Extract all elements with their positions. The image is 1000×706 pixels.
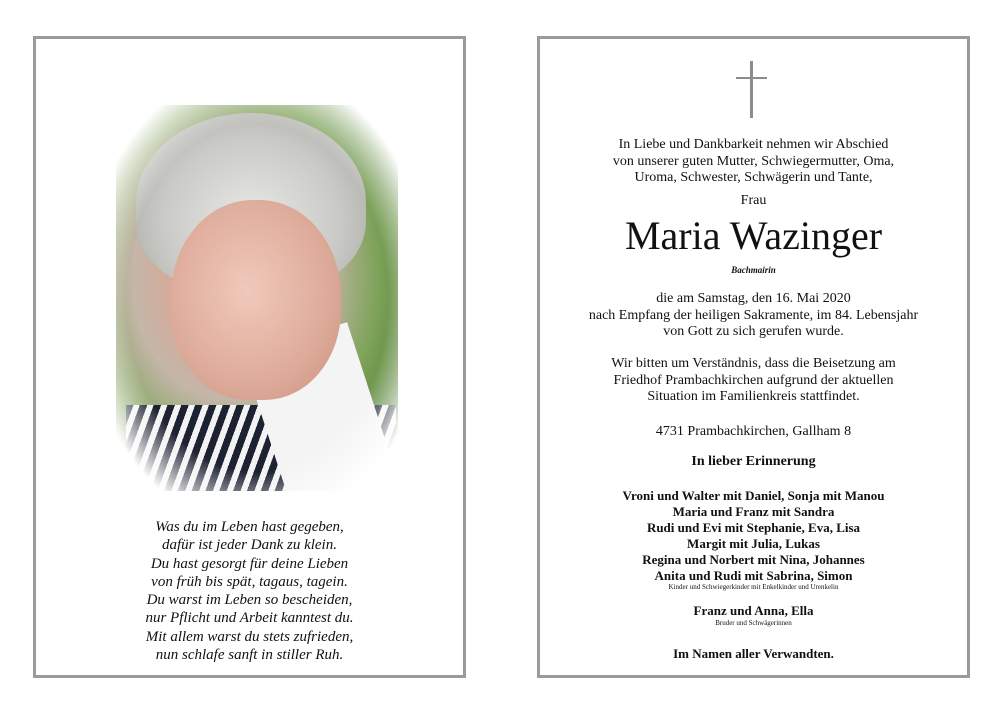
poem-line: dafür ist jeder Dank zu klein. — [162, 537, 337, 554]
deceased-name: Maria Wazinger — [624, 213, 883, 258]
notice-line: Situation im Familienkreis stattfindet. — [647, 389, 860, 404]
burial-notice — [540, 356, 967, 406]
death-line: von Gott zu sich gerufen wurde. — [663, 324, 844, 339]
poem-line: Was du im Leben hast gegeben, — [155, 519, 344, 535]
cross-icon — [750, 61, 753, 118]
portrait-photo — [116, 105, 398, 491]
address: 4731 Prambachkirchen, Gallham 8 — [655, 424, 852, 439]
poem-line: nur Pflicht und Arbeit kanntest du. — [145, 610, 354, 627]
poem-line: Du hast gesorgt für deine Lieben — [150, 555, 349, 572]
death-line: die am Samstag, den 16. Mai 2020 — [656, 291, 851, 306]
intro-text — [540, 137, 967, 187]
family-line: Vroni und Walter mit Daniel, Sonja mit Manou — [622, 488, 885, 503]
house-name: Bachmairin — [731, 265, 776, 275]
poem — [36, 518, 463, 664]
family-line: Rudi und Evi mit Stephanie, Eva, Lisa — [646, 519, 861, 535]
memory-heading: In lieber Erinnerung — [691, 454, 816, 469]
family-line: Margit mit Julia, Lukas — [687, 535, 820, 551]
notice-line: Wir bitten um Verständnis, dass die Beisetzung am — [611, 356, 896, 371]
death-line: nach Empfang der heiligen Sakramente, im 84. Lebensjahr — [588, 307, 919, 323]
intro-line: Uroma, Schwester, Schwägerin und Tante, — [634, 170, 873, 185]
family-line: Regina und Norbert mit Nina, Johannes — [642, 551, 865, 567]
intro-line: In Liebe und Dankbarkeit nehmen wir Abschied — [618, 137, 889, 152]
siblings-note: Bruder und Schwägerinnen — [715, 619, 792, 627]
portrait-face — [171, 200, 341, 400]
poem-line: Du warst im Leben so bescheiden, — [146, 592, 353, 609]
family-note: Kinder und Schwiegerkinder mit Enkelkinder und Urenkelin — [668, 583, 839, 591]
poem-line: nun schlafe sanft in stiller Ruh. — [155, 647, 344, 664]
intro-line: von unserer guten Mutter, Schwiegermutter, Oma, — [612, 153, 895, 169]
death-text — [540, 291, 967, 341]
family-line: Maria und Franz mit Sandra — [672, 503, 835, 519]
title-frau: Frau — [740, 193, 767, 208]
cross-icon-bar — [736, 77, 767, 79]
poem-line: von früh bis spät, tagaus, tagein. — [151, 573, 348, 590]
notice-line: Friedhof Prambachkirchen aufgrund der aktuellen — [613, 372, 894, 388]
family-list — [540, 488, 967, 583]
poem-line: Mit allem warst du stets zufrieden, — [145, 628, 354, 645]
memorial-card-right — [537, 36, 970, 678]
memorial-card-left — [33, 36, 466, 678]
closing-line: Im Namen aller Verwandten. — [673, 646, 834, 661]
family-line: Anita und Rudi mit Sabrina, Simon — [654, 567, 853, 583]
siblings: Franz und Anna, Ella — [693, 603, 814, 618]
